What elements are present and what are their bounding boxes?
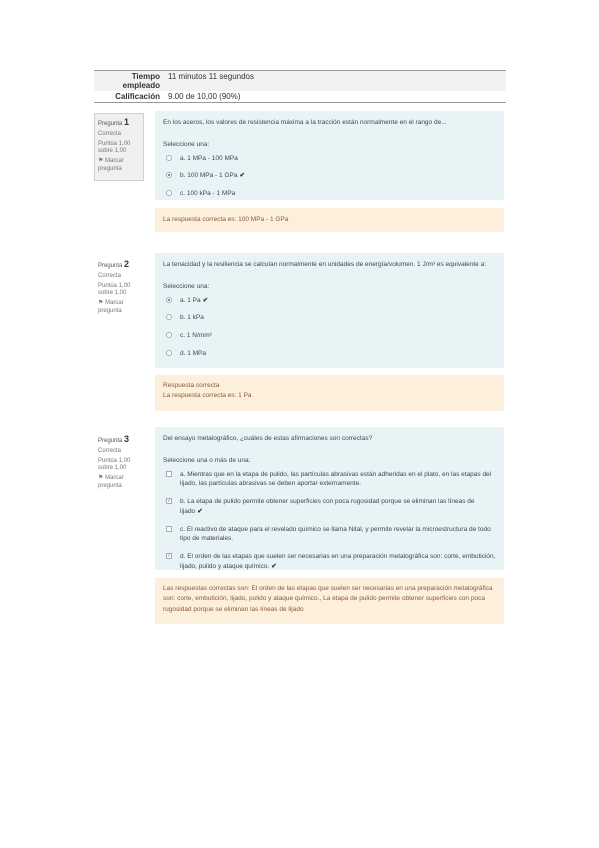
option-label: c. 100 kPa - 1 MPa [180, 190, 236, 197]
correct-check-icon: ✔ [239, 172, 245, 180]
correct-answer-text: La respuesta correcta es: 1 Pa [163, 392, 252, 400]
option-label: b. 100 MPa - 1 GPa [180, 172, 238, 180]
answer-prompt: Seleccione una: [163, 140, 210, 148]
question-text: En los aceros, los valores de resistencia máxima a la tracción están normalmente en el rango de... [163, 119, 447, 126]
question-status: Correcta [98, 130, 122, 137]
flag-question-link[interactable]: ⚑ Marcar pregunta [98, 300, 124, 314]
option-label: a. Mientras que en la etapa de pulido, las partículas abrasivas están adheridas en el plato, en las etapas del lijado, las partículas abrasivas se deben aportar externamente. [180, 470, 492, 488]
radio-button[interactable] [166, 190, 172, 196]
flag-question-link[interactable]: ⚑ Marcar pregunta [98, 475, 124, 489]
option-label: d. El orden de las etapas que suelen ser necesarias en una preparación metalográfica son: corte, embutición, lijado, pulido y ataque químico. ✔ [180, 553, 496, 570]
feedback-box [155, 208, 504, 232]
checkbox[interactable] [166, 526, 172, 532]
time-value: 11 minutos 11 segundos [168, 72, 254, 81]
grade-value: 9.00 de 10,00 (90%) [168, 92, 241, 101]
question-info [94, 255, 144, 321]
radio-button[interactable] [166, 297, 172, 303]
feedback-result: Respuesta correcta [163, 382, 220, 389]
question-info [94, 430, 144, 496]
question-status: Correcta [98, 272, 122, 279]
answer-option[interactable] [163, 296, 496, 306]
feedback-box [155, 578, 504, 624]
radio-button[interactable] [166, 172, 172, 178]
answer-option[interactable] [163, 525, 496, 545]
question-number: Pregunta 3 [98, 434, 130, 444]
question-formulation [155, 111, 504, 200]
option-label: c. El reactivo de ataque para el revelado químico se llama Nital, y permite revelar la microestructura de todo tipo de materiales. [180, 525, 491, 543]
question-text: Del ensayo metalográfico, ¿cuáles de estas afirmaciones son correctas? [163, 435, 373, 442]
time-label: Tiempo empleado [122, 72, 160, 90]
option-label: a. 1 MPa - 100 MPa [180, 154, 238, 162]
answer-prompt: Seleccione una o más de una: [163, 456, 251, 464]
option-label: d. 1 MPa [180, 349, 207, 357]
question-status: Correcta [98, 447, 122, 454]
option-label: b. 1 kPa [180, 314, 204, 322]
correct-answer-text: Las respuestas correctas son: El orden de las etapas que suelen ser necesarias en una preparación metalográfica son: corte, embutición, lijado, pulido y ataque químico., La etapa de pulido permite obtener superficies con poca rugosidad porque se eliminan las líneas de lijado [163, 585, 493, 613]
question-points: Puntúa 1,00 sobre 1,00 [98, 140, 131, 155]
attempt-summary [94, 70, 506, 103]
radio-button[interactable] [166, 350, 172, 356]
correct-check-icon: ✔ [197, 507, 203, 515]
radio-button[interactable] [166, 314, 172, 320]
correct-check-icon: ✔ [271, 562, 277, 570]
question-number: Pregunta 1 [98, 117, 130, 127]
checkbox[interactable]: ✓ [167, 553, 172, 559]
question-formulation [155, 427, 504, 570]
question-info [94, 113, 144, 181]
flag-icon: ⚑ [98, 475, 104, 482]
option-label: a. 1 Pa [180, 296, 201, 304]
radio-button[interactable] [166, 155, 172, 161]
correct-answer-text: La respuesta correcta es: 100 MPa - 1 GPa [163, 216, 289, 223]
grade-row [94, 91, 506, 103]
feedback-box [155, 375, 504, 411]
flag-question-link[interactable]: ⚑ Marcar pregunta [98, 158, 124, 172]
answer-option[interactable] [163, 470, 496, 490]
question-points: Puntúa 1,00 sobre 1,00 [98, 282, 131, 297]
answer-option[interactable] [163, 313, 496, 323]
radio-button[interactable] [166, 332, 172, 338]
flag-icon: ⚑ [98, 158, 104, 165]
question-points: Puntúa 1,00 sobre 1,00 [98, 457, 131, 472]
correct-check-icon: ✔ [202, 296, 209, 304]
answer-option[interactable] [163, 154, 496, 164]
answer-option[interactable] [163, 171, 496, 181]
checkbox[interactable]: ✓ [167, 498, 172, 504]
answer-option[interactable] [163, 189, 496, 199]
option-label: b. La etapa de pulido permite obtener superficies con poca rugosidad porque se eliminan las líneas de lijado ✔ [180, 498, 475, 515]
flag-icon: ⚑ [98, 300, 104, 307]
answer-option[interactable] [163, 497, 496, 517]
answer-option[interactable] [163, 331, 496, 341]
answer-prompt: Seleccione una: [163, 282, 210, 290]
time-row [94, 70, 506, 91]
checkbox[interactable] [166, 471, 172, 477]
answer-option[interactable] [163, 349, 496, 359]
option-label: c. 1 N/mm² [180, 332, 212, 339]
question-number: Pregunta 2 [98, 259, 130, 269]
question-formulation [155, 253, 504, 368]
question-text: La tenacidad y la resiliencia se calculan normalmente en unidades de energía/volumen. 1 J/m³ es equivalente a: [163, 261, 487, 268]
answer-option[interactable] [163, 552, 496, 572]
grade-label: Calificación [115, 92, 160, 101]
